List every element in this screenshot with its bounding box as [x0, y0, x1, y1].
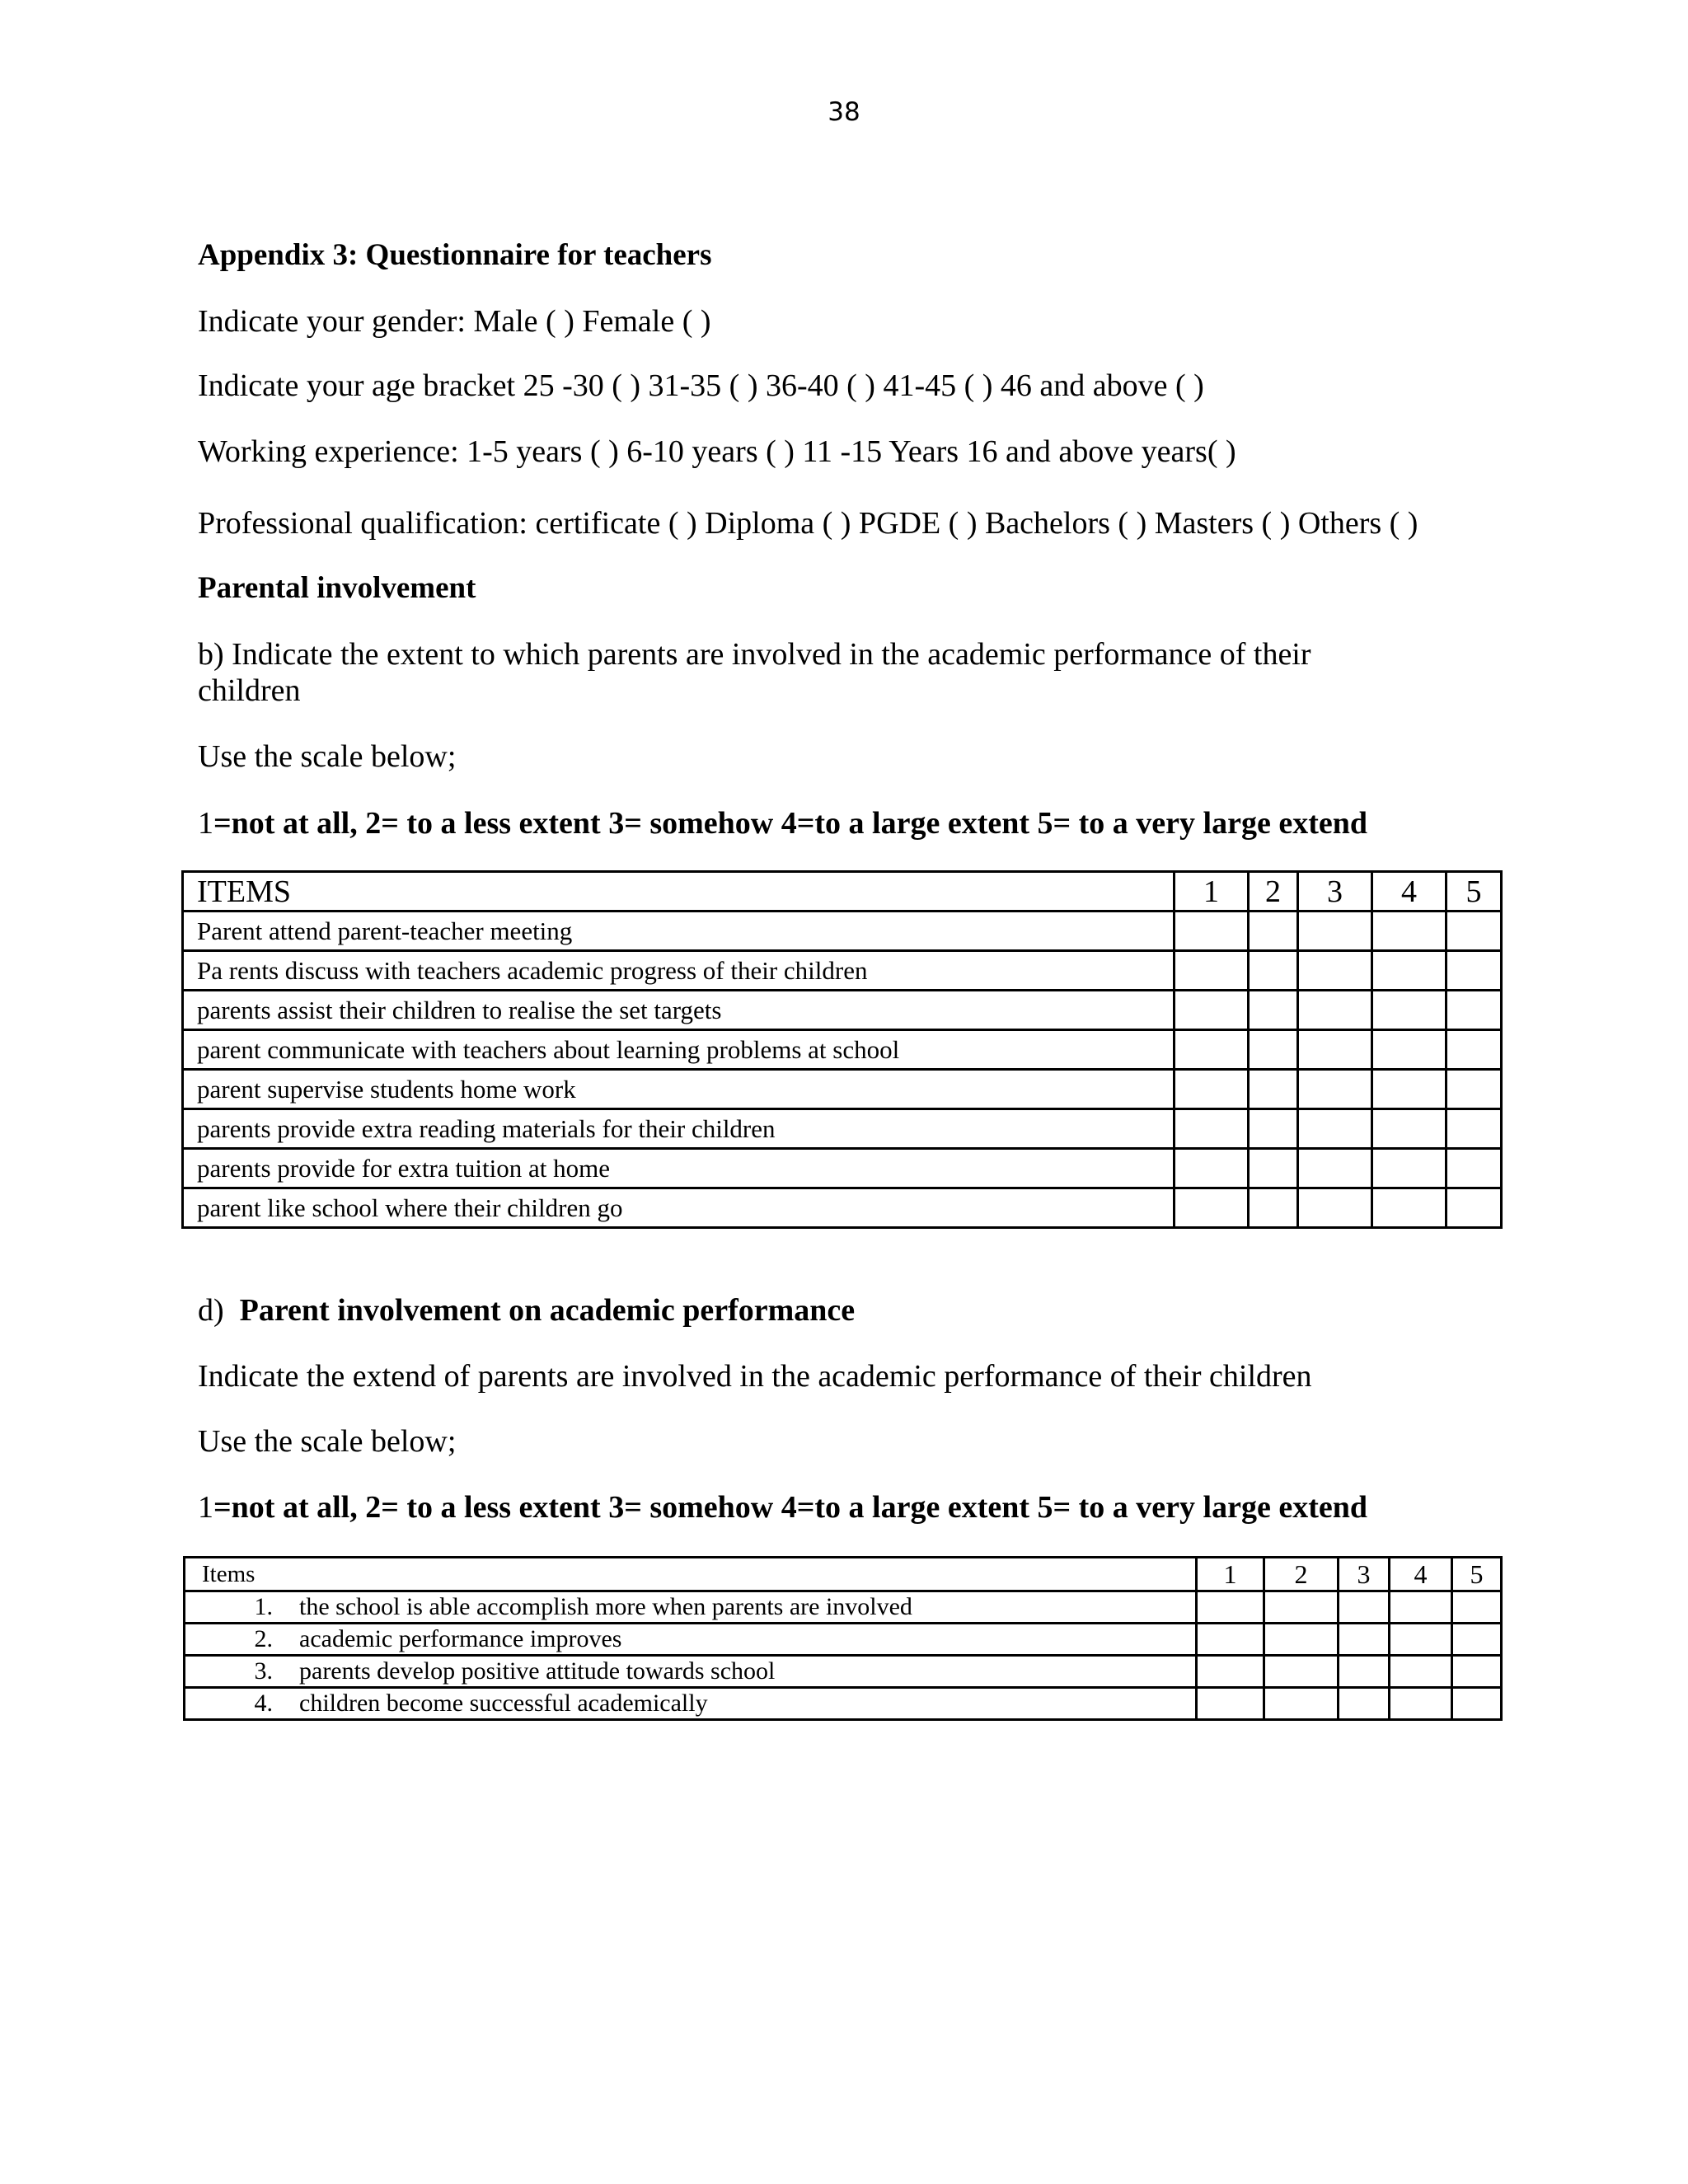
- table-row: [183, 951, 1502, 991]
- rating-cell-4[interactable]: [1372, 1149, 1447, 1188]
- item-label: parents provide extra reading materials for their children: [183, 1109, 1175, 1149]
- rating-4-header: 4: [1390, 1558, 1452, 1591]
- rating-cell-4[interactable]: [1372, 991, 1447, 1030]
- item-number: 3.: [254, 1657, 273, 1685]
- items-column-header: ITEMS: [183, 872, 1175, 912]
- rating-5-header: 5: [1447, 872, 1502, 912]
- rating-cell-3[interactable]: [1298, 1070, 1372, 1109]
- rating-cell-2[interactable]: [1249, 1030, 1298, 1070]
- item-number: 2.: [254, 1625, 273, 1652]
- item-label: parent communicate with teachers about learning problems at school: [183, 1030, 1175, 1070]
- item-number: 4.: [254, 1690, 273, 1717]
- item-label: parents provide for extra tuition at home: [183, 1149, 1175, 1188]
- rating-cell-2[interactable]: [1249, 912, 1298, 951]
- rating-cell-4[interactable]: [1390, 1624, 1452, 1656]
- rating-cell-2[interactable]: [1249, 1109, 1298, 1149]
- item-label: Pa rents discuss with teachers academic progress of their children: [183, 951, 1175, 991]
- table-row: [183, 991, 1502, 1030]
- rating-cell-4[interactable]: [1372, 1109, 1447, 1149]
- rating-5-header: 5: [1452, 1558, 1502, 1591]
- rating-cell-2[interactable]: [1249, 951, 1298, 991]
- rating-cell-4[interactable]: [1390, 1688, 1452, 1720]
- section1-instruction: b) Indicate the extent to which parents are involved in the academic performance of their: [198, 637, 1311, 672]
- scale-text: =not at all, 2= to a less extent 3= somehow 4=to a large extent 5= to a very large extend: [213, 806, 1367, 841]
- item-label: parent like school where their children go: [183, 1188, 1175, 1228]
- items-column-header: Items: [185, 1558, 1197, 1591]
- rating-cell-5[interactable]: [1452, 1688, 1502, 1720]
- section1-scale-legend: [198, 805, 1367, 841]
- academic-performance-table: [183, 1556, 1503, 1721]
- rating-cell-4[interactable]: [1372, 951, 1447, 991]
- item-number: 1.: [254, 1593, 273, 1620]
- item-label: Parent attend parent-teacher meeting: [183, 912, 1175, 951]
- item-text: parents develop positive attitude towards school: [299, 1657, 776, 1685]
- gender-question: Indicate your gender: Male ( ) Female ( ): [198, 304, 711, 339]
- rating-cell-4[interactable]: [1372, 1030, 1447, 1070]
- item-label: [185, 1624, 1197, 1656]
- rating-cell-1[interactable]: [1175, 1188, 1249, 1228]
- rating-cell-2[interactable]: [1264, 1688, 1339, 1720]
- table-row: [185, 1656, 1502, 1688]
- rating-cell-1[interactable]: [1197, 1624, 1264, 1656]
- rating-cell-2[interactable]: [1249, 1149, 1298, 1188]
- section-heading-parental-involvement: Parental involvement: [198, 571, 476, 605]
- rating-cell-3[interactable]: [1339, 1688, 1390, 1720]
- section1-scale-intro: Use the scale below;: [198, 739, 457, 774]
- rating-cell-3[interactable]: [1298, 1109, 1372, 1149]
- item-label: [185, 1688, 1197, 1720]
- rating-cell-5[interactable]: [1447, 1030, 1502, 1070]
- scale-prefix: 1: [198, 1490, 213, 1525]
- table-row: [183, 1188, 1502, 1228]
- rating-cell-5[interactable]: [1452, 1624, 1502, 1656]
- item-label: parents assist their children to realise the set targets: [183, 991, 1175, 1030]
- rating-cell-3[interactable]: [1298, 1188, 1372, 1228]
- item-label: [185, 1591, 1197, 1624]
- rating-cell-1[interactable]: [1175, 1109, 1249, 1149]
- parental-involvement-table: [181, 870, 1503, 1229]
- rating-2-header: 2: [1264, 1558, 1339, 1591]
- rating-cell-2[interactable]: [1264, 1656, 1339, 1688]
- rating-cell-4[interactable]: [1390, 1656, 1452, 1688]
- section-heading-parent-involvement: Parent involvement on academic performance: [239, 1293, 856, 1328]
- rating-cell-1[interactable]: [1197, 1656, 1264, 1688]
- rating-cell-1[interactable]: [1175, 1149, 1249, 1188]
- rating-cell-3[interactable]: [1298, 912, 1372, 951]
- qualification-question: Professional qualification: certificate ( ) Diploma ( ) PGDE ( ) Bachelors ( ) Masters ( ) Others ( ): [198, 506, 1418, 541]
- rating-3-header: 3: [1339, 1558, 1390, 1591]
- rating-cell-4[interactable]: [1390, 1591, 1452, 1624]
- rating-cell-2[interactable]: [1249, 1188, 1298, 1228]
- rating-4-header: 4: [1372, 872, 1447, 912]
- rating-cell-5[interactable]: [1452, 1656, 1502, 1688]
- rating-1-header: 1: [1197, 1558, 1264, 1591]
- rating-3-header: 3: [1298, 872, 1372, 912]
- item-label: parent supervise students home work: [183, 1070, 1175, 1109]
- rating-cell-5[interactable]: [1447, 1188, 1502, 1228]
- rating-cell-2[interactable]: [1249, 1070, 1298, 1109]
- rating-cell-4[interactable]: [1372, 1070, 1447, 1109]
- rating-cell-3[interactable]: [1298, 991, 1372, 1030]
- page-title: Appendix 3: Questionnaire for teachers: [198, 238, 712, 272]
- section2-instruction: Indicate the extend of parents are involved in the academic performance of their children: [198, 1359, 1312, 1394]
- section2-heading: [198, 1292, 855, 1329]
- rating-cell-1[interactable]: [1175, 1070, 1249, 1109]
- table-row: [185, 1624, 1502, 1656]
- rating-cell-5[interactable]: [1447, 951, 1502, 991]
- item-text: children become successful academically: [299, 1690, 708, 1717]
- rating-cell-4[interactable]: [1372, 1188, 1447, 1228]
- rating-cell-1[interactable]: [1175, 991, 1249, 1030]
- rating-cell-3[interactable]: [1298, 951, 1372, 991]
- rating-cell-1[interactable]: [1175, 951, 1249, 991]
- age-question: Indicate your age bracket 25 -30 ( ) 31-35 ( ) 36-40 ( ) 41-45 ( ) 46 and above ( ): [198, 368, 1204, 403]
- rating-cell-5[interactable]: [1452, 1591, 1502, 1624]
- table-row: [183, 1030, 1502, 1070]
- rating-cell-3[interactable]: [1298, 1030, 1372, 1070]
- item-label: [185, 1656, 1197, 1688]
- table-row: [183, 1149, 1502, 1188]
- scale-text: =not at all, 2= to a less extent 3= somehow 4=to a large extent 5= to a very large extend: [213, 1490, 1367, 1525]
- rating-cell-1[interactable]: [1175, 1030, 1249, 1070]
- item-text: the school is able accomplish more when parents are involved: [299, 1593, 912, 1620]
- rating-cell-3[interactable]: [1298, 1149, 1372, 1188]
- item-text: academic performance improves: [299, 1625, 622, 1652]
- rating-cell-5[interactable]: [1447, 1149, 1502, 1188]
- rating-cell-5[interactable]: [1447, 991, 1502, 1030]
- rating-cell-3[interactable]: [1339, 1656, 1390, 1688]
- section2-scale-legend: [198, 1489, 1367, 1526]
- section2-scale-intro: Use the scale below;: [198, 1424, 457, 1459]
- page-number: 38: [828, 97, 860, 127]
- table-header-row: [183, 872, 1502, 912]
- table-row: [183, 912, 1502, 951]
- rating-cell-5[interactable]: [1447, 1109, 1502, 1149]
- rating-2-header: 2: [1249, 872, 1298, 912]
- rating-cell-1[interactable]: [1197, 1688, 1264, 1720]
- rating-1-header: 1: [1175, 872, 1249, 912]
- experience-question: Working experience: 1-5 years ( ) 6-10 years ( ) 11 -15 Years 16 and above years( ): [198, 434, 1236, 469]
- scale-prefix: 1: [198, 806, 213, 841]
- rating-cell-3[interactable]: [1339, 1624, 1390, 1656]
- rating-cell-5[interactable]: [1447, 1070, 1502, 1109]
- rating-cell-2[interactable]: [1264, 1591, 1339, 1624]
- rating-cell-1[interactable]: [1175, 912, 1249, 951]
- section-label: d): [198, 1293, 224, 1328]
- table-row: [183, 1070, 1502, 1109]
- table-header-row: [185, 1558, 1502, 1591]
- rating-cell-4[interactable]: [1372, 912, 1447, 951]
- rating-cell-1[interactable]: [1197, 1591, 1264, 1624]
- section1-instruction-continued: children: [198, 673, 301, 708]
- table-row: [185, 1688, 1502, 1720]
- rating-cell-5[interactable]: [1447, 912, 1502, 951]
- table-row: [183, 1109, 1502, 1149]
- rating-cell-3[interactable]: [1339, 1591, 1390, 1624]
- rating-cell-2[interactable]: [1249, 991, 1298, 1030]
- rating-cell-2[interactable]: [1264, 1624, 1339, 1656]
- table-row: [185, 1591, 1502, 1624]
